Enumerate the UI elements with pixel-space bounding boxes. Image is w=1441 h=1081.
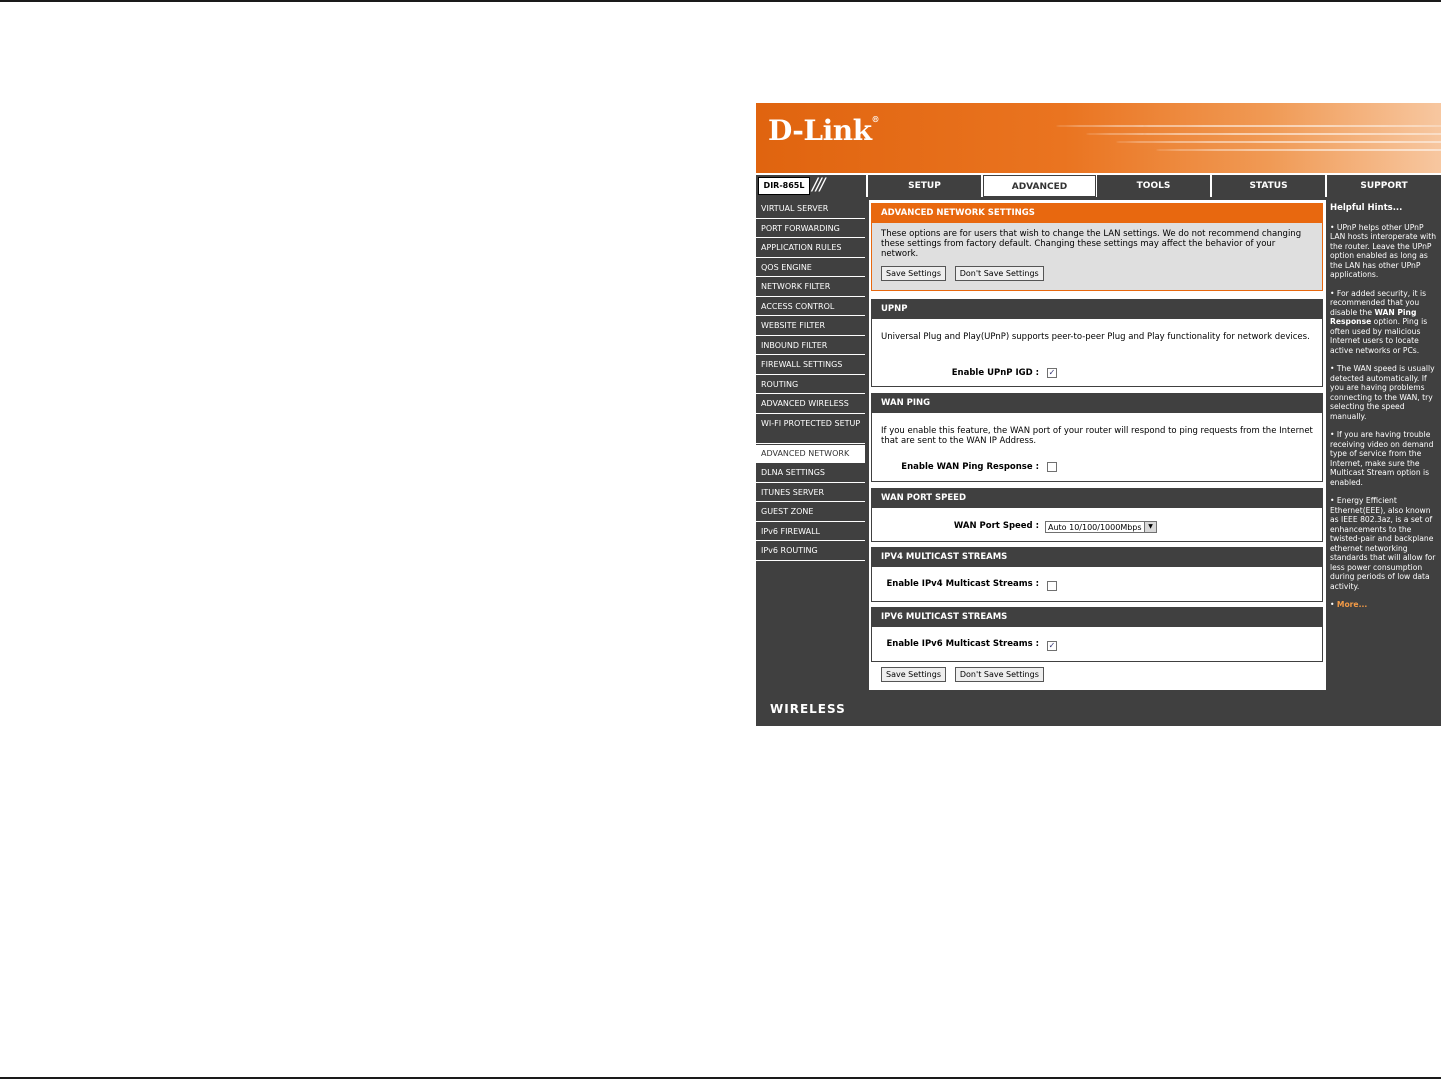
enable-wan-ping-checkbox[interactable]	[1047, 462, 1057, 472]
hint-eee: • Energy Efficient Ethernet(EEE), also known as IEEE 802.3az, is a set of enhancements to the twisted-pair and backplane ethernet networking standards that will allow for less power consumption during periods of low data activity.	[1330, 496, 1436, 591]
section-description: Universal Plug and Play(UPnP) supports peer-to-peer Plug and Play functionality for network devices.	[881, 332, 1310, 342]
menu-item-access-control[interactable]: ACCESS CONTROL	[756, 298, 865, 317]
ipv6-multicast-section	[871, 607, 1323, 662]
router-admin-window	[756, 103, 1441, 726]
model-badge	[756, 175, 866, 197]
footer	[756, 690, 1441, 726]
chevron-down-icon[interactable]: ▼	[1144, 522, 1156, 532]
dont-save-settings-button[interactable]: Don't Save Settings	[955, 266, 1044, 281]
wan-port-speed-section	[871, 488, 1323, 542]
page-bottom-rule	[0, 1077, 1441, 1079]
left-menu	[756, 200, 866, 562]
section-title: WAN PING	[872, 394, 1322, 413]
menu-item-application-rules[interactable]: APPLICATION RULES	[756, 239, 865, 258]
enable-ipv6-multicast-label: Enable IPv6 Multicast Streams :	[886, 639, 1039, 649]
banner-swoosh	[1056, 125, 1441, 127]
upnp-section	[871, 299, 1323, 387]
banner-swoosh	[1086, 133, 1441, 135]
ipv4-multicast-section	[871, 547, 1323, 602]
tab-tools[interactable]: TOOLS	[1097, 175, 1210, 197]
wan-port-speed-value: Auto 10/100/1000Mbps	[1048, 523, 1142, 532]
menu-item-firewall-settings[interactable]: FIREWALL SETTINGS	[756, 356, 865, 375]
advanced-network-settings-section	[871, 203, 1323, 291]
wan-port-speed-label: WAN Port Speed :	[953, 521, 1039, 531]
wan-port-speed-select[interactable]	[1045, 521, 1157, 533]
hints-title: Helpful Hints...	[1330, 203, 1403, 213]
section-title: IPV6 MULTICAST STREAMS	[872, 608, 1322, 627]
menu-item-routing[interactable]: ROUTING	[756, 376, 865, 395]
menu-item-advanced-wireless[interactable]: ADVANCED WIRELESS	[756, 395, 865, 414]
menu-item-itunes-server[interactable]: ITUNES SERVER	[756, 484, 865, 503]
menu-item-ipv6-firewall[interactable]: IPv6 FIREWALL	[756, 523, 865, 542]
more-link[interactable]: More...	[1336, 600, 1368, 609]
enable-upnp-label: Enable UPnP IGD :	[951, 368, 1039, 378]
hint-upnp: • UPnP helps other UPnP LAN hosts interoperate with the router. Leave the UPnP option enabled as long as the LAN has other UPnP applications.	[1330, 222, 1437, 279]
header-banner	[756, 103, 1441, 173]
menu-item-guest-zone[interactable]: GUEST ZONE	[756, 503, 865, 522]
section-description: These options are for users that wish to change the LAN settings. We do not recommend changing these settings from factory default. Changing these settings may affect the behavior of your network.	[881, 229, 1302, 259]
menu-item-inbound-filter[interactable]: INBOUND FILTER	[756, 337, 865, 356]
dont-save-settings-button[interactable]: Don't Save Settings	[955, 667, 1044, 682]
section-title: WAN PORT SPEED	[872, 489, 1322, 508]
helpful-hints-panel	[1327, 200, 1441, 690]
model-name: DIR-865L	[758, 177, 810, 195]
hint-wan-speed: • The WAN speed is usually detected automatically. If you are having problems connecting to the WAN, try selecting the speed manually.	[1330, 364, 1435, 421]
banner-swoosh	[1156, 149, 1441, 151]
banner-swoosh	[1116, 141, 1441, 143]
hint-more: • More...	[1330, 600, 1368, 609]
section-description: If you enable this feature, the WAN port of your router will respond to ping requests from the Internet that are sent to the WAN IP Address.	[881, 426, 1313, 446]
menu-item-dlna-settings[interactable]: DLNA SETTINGS	[756, 464, 865, 483]
enable-wan-ping-label: Enable WAN Ping Response :	[901, 462, 1039, 472]
menu-item-port-forwarding[interactable]: PORT FORWARDING	[756, 220, 865, 239]
menu-item-ipv6-routing[interactable]: IPv6 ROUTING	[756, 542, 865, 561]
menu-item-wifi-protected-setup[interactable]: WI-FI PROTECTED SETUP	[756, 415, 865, 444]
section-title: IPV4 MULTICAST STREAMS	[872, 548, 1322, 567]
dlink-logo: D-Link®	[768, 114, 880, 147]
enable-upnp-checkbox[interactable]: ✓	[1048, 368, 1056, 377]
bottom-buttons	[881, 667, 1050, 682]
menu-item-qos-engine[interactable]: QOS ENGINE	[756, 259, 865, 278]
section-title: ADVANCED NETWORK SETTINGS	[872, 204, 1322, 223]
wan-ping-section	[871, 393, 1323, 482]
tab-advanced[interactable]: ADVANCED	[983, 175, 1096, 197]
enable-ipv4-multicast-label: Enable IPv4 Multicast Streams :	[886, 579, 1039, 589]
enable-ipv4-multicast-checkbox[interactable]	[1047, 581, 1057, 591]
hint-multicast: • If you are having trouble receiving video on demand type of service from the Internet, make sure the Multicast Stream option is enabled.	[1330, 430, 1434, 487]
page-top-rule	[0, 0, 1441, 2]
model-slashes: ///	[812, 175, 824, 195]
hint-wan-ping: • For added security, it is recommended that you disable the WAN Ping Response option. Ping is often used by malicious Internet users to locate active networks or PCs.	[1330, 288, 1428, 355]
tab-support[interactable]: SUPPORT	[1327, 175, 1441, 197]
tab-status[interactable]: STATUS	[1212, 175, 1325, 197]
wireless-label: WIRELESS	[770, 702, 846, 716]
section-title: UPNP	[872, 300, 1322, 319]
menu-item-advanced-network[interactable]: ADVANCED NETWORK	[756, 445, 865, 464]
menu-item-virtual-server[interactable]: VIRTUAL SERVER	[756, 200, 865, 219]
tab-setup[interactable]: SETUP	[868, 175, 981, 197]
top-navigation	[756, 173, 1441, 197]
main-content	[869, 200, 1326, 690]
menu-item-website-filter[interactable]: WEBSITE FILTER	[756, 317, 865, 336]
enable-ipv6-multicast-checkbox[interactable]: ✓	[1048, 641, 1056, 650]
save-settings-button[interactable]: Save Settings	[881, 667, 946, 682]
menu-item-network-filter[interactable]: NETWORK FILTER	[756, 278, 865, 297]
save-settings-button[interactable]: Save Settings	[881, 266, 946, 281]
